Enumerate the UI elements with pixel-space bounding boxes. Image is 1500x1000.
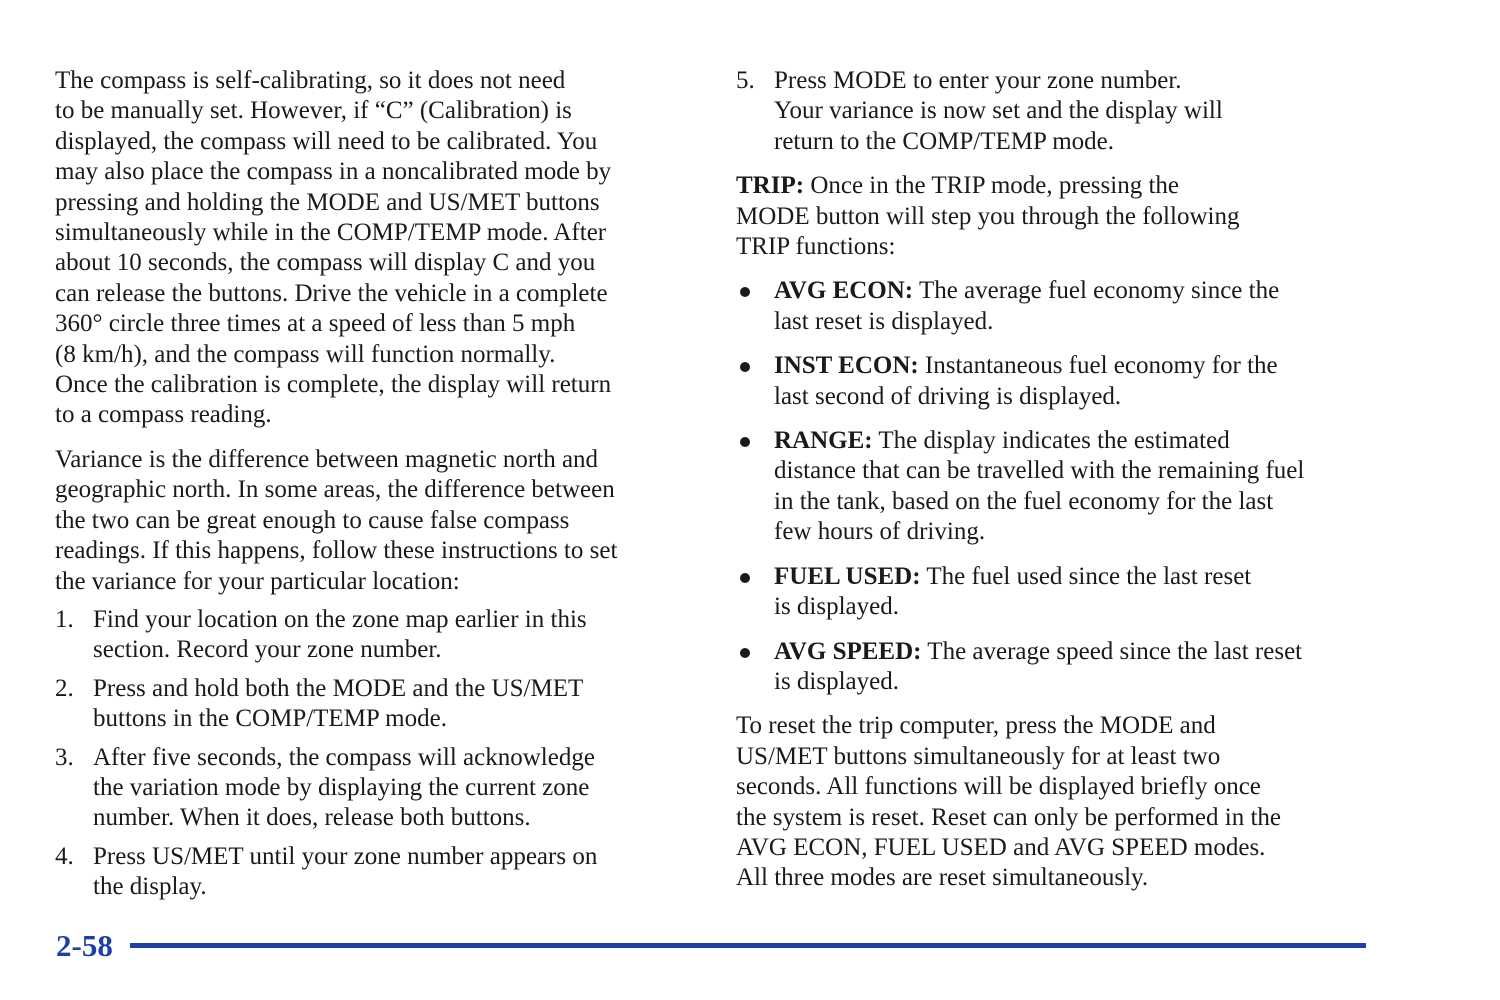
bullet-inst-econ: INST ECON: Instantaneous fuel economy for the last second of driving is displayed. xyxy=(736,351,1376,412)
step-1: 1. Find your location on the zone map earlier in this section. Record your zone number. xyxy=(55,605,587,664)
left-column xyxy=(55,66,695,903)
footer-rule xyxy=(130,943,1366,948)
bullet-dot-icon xyxy=(740,287,750,297)
step-4: 4. Press US/MET until your zone number appears on the display. xyxy=(55,842,598,901)
step-2: 2. Press and hold both the MODE and the US/MET buttons in the COMP/TEMP mode. xyxy=(55,674,584,733)
bullet-fuel-used: FUEL USED: The fuel used since the last reset is displayed. xyxy=(736,562,1376,623)
right-column xyxy=(736,66,1376,894)
bullet-dot-icon xyxy=(740,573,750,583)
step-3: 3. After five seconds, the compass will acknowledge the variation mode by displaying the current zone number. When it does, release both buttons. xyxy=(55,743,595,832)
trip-label: TRIP: xyxy=(736,172,805,200)
trip-paragraph: TRIP: Once in the TRIP mode, pressing the MODE button will step you through the following TRIP functions: xyxy=(736,172,1240,261)
bullet-dot-icon xyxy=(740,362,750,372)
bullet-dot-icon xyxy=(740,648,750,658)
page-number: 2-58 xyxy=(56,928,113,963)
compass-calibration-paragraph: The compass is self-calibrating, so it does not need to be manually set. However, if “C” (Calibration) is displayed, the compass will need to be calibrated. You may also place the compass in a noncalibrated mode by pressing and holding the MODE and US/MET buttons simultaneously while in the COMP/TEMP mode. After about 10 seconds, the compass will display C and you can release the buttons. Drive the vehicle in a complete 360° circle three times at a speed of less than 5 mph (8 km/h), and the compass will function normally. Once the calibration is complete, the display will return to a compass reading. xyxy=(55,67,612,429)
step-5: 5. Press MODE to enter your zone number. Your variance is now set and the display will return to the COMP/TEMP mode. xyxy=(736,67,1223,155)
bullet-range: RANGE: The display indicates the estimated distance that can be travelled with the remaining fuel in the tank, based on the fuel economy for the last few hours of driving. xyxy=(736,426,1376,548)
reset-paragraph: To reset the trip computer, press the MODE and US/MET buttons simultaneously for at least two seconds. All functions will be displayed briefly once the system is reset. Reset can only be performed in the AVG ECON, FUEL USED and AVG SPEED modes. All three modes are reset simultaneously. xyxy=(736,712,1281,892)
bullet-avg-speed: AVG SPEED: The average speed since the last reset is displayed. xyxy=(736,637,1376,698)
bullet-dot-icon xyxy=(740,437,750,447)
variance-paragraph: Variance is the difference between magnetic north and geographic north. In some areas, the difference between the two can be great enough to cause false compass readings. If this happens, follow these instructions to set the variance for your particular location: xyxy=(55,445,618,595)
bullet-avg-econ: AVG ECON: The average fuel economy since the last reset is displayed. xyxy=(736,276,1376,337)
